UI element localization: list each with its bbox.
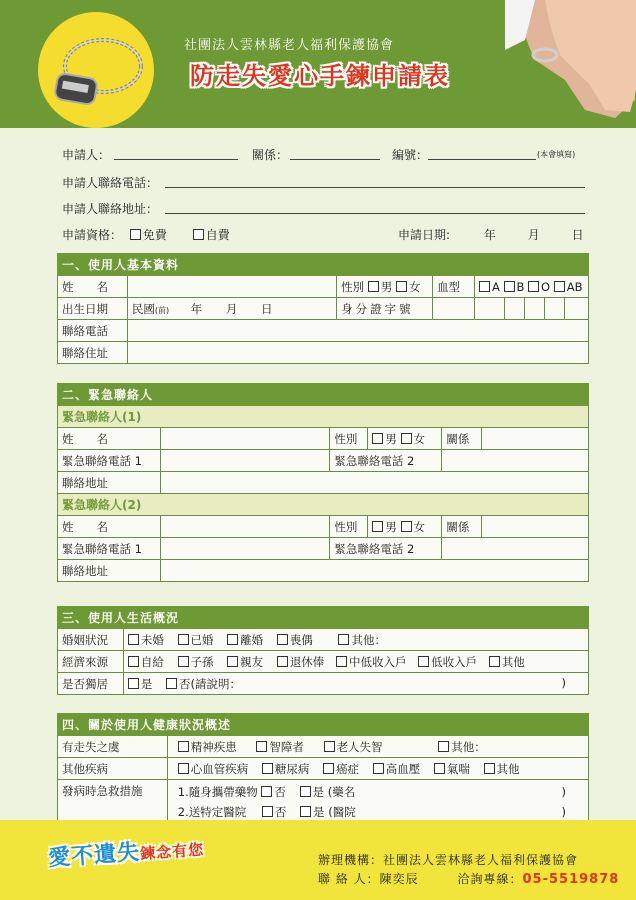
blood-b-checkbox[interactable] bbox=[504, 281, 515, 292]
medication-yes-checkbox[interactable] bbox=[300, 786, 311, 797]
income-checkbox[interactable] bbox=[418, 656, 429, 667]
marital-option: 喪偶 bbox=[289, 632, 313, 647]
income-checkbox[interactable] bbox=[489, 656, 500, 667]
id-digit[interactable] bbox=[544, 298, 564, 320]
medication-yes-label: 是 (藥名 bbox=[312, 784, 356, 799]
contact1-gender-label: 性別 bbox=[330, 428, 368, 450]
section2-title: 二、緊急聯絡人 bbox=[58, 384, 589, 406]
contact2-phone1-label: 緊急聯絡電話 1 bbox=[58, 538, 161, 560]
disease-checkbox[interactable] bbox=[373, 763, 384, 774]
applicant-label: 申請人： bbox=[62, 148, 111, 162]
organizer-label: 辦理機構： bbox=[318, 853, 384, 867]
income-option: 自給 bbox=[140, 654, 164, 669]
application-date-label: 申請日期: bbox=[398, 228, 451, 242]
free-option-label: 免費 bbox=[142, 228, 167, 242]
marital-checkbox[interactable] bbox=[178, 634, 189, 645]
wander-option: 智障者 bbox=[269, 739, 304, 754]
birth-year: 年 bbox=[190, 301, 203, 316]
date-year: 年 bbox=[483, 228, 496, 242]
blood-a-checkbox[interactable] bbox=[479, 281, 490, 292]
close-paren: ) bbox=[561, 804, 566, 819]
roc-label: 民國 bbox=[131, 301, 155, 316]
contact1-male-label: 男 bbox=[385, 431, 397, 446]
income-checkbox[interactable] bbox=[227, 656, 238, 667]
paid-option-label: 自費 bbox=[205, 228, 230, 242]
section1-table bbox=[57, 253, 589, 364]
blood-b-label: B bbox=[516, 279, 525, 294]
blood-o-checkbox[interactable] bbox=[528, 281, 539, 292]
hospital-yes-checkbox[interactable] bbox=[300, 806, 311, 817]
wander-checkbox[interactable] bbox=[324, 741, 335, 752]
wander-checkbox[interactable] bbox=[438, 741, 449, 752]
wander-checkbox[interactable] bbox=[256, 741, 267, 752]
id-digit[interactable] bbox=[474, 298, 504, 320]
date-month: 月 bbox=[527, 228, 540, 242]
id-digit[interactable] bbox=[433, 298, 475, 320]
birth-label: 出生日期 bbox=[58, 298, 128, 320]
blood-o-label: O bbox=[541, 279, 551, 294]
organizer-name: 社團法人雲林縣老人福利保護協會 bbox=[383, 853, 579, 867]
qualification-row bbox=[62, 226, 230, 243]
section3-title: 三、使用人生活概況 bbox=[58, 607, 589, 629]
section4-title: 四、關於使用人健康狀況概述 bbox=[58, 714, 589, 736]
contact1-phone1-label: 緊急聯絡電話 1 bbox=[58, 450, 161, 472]
income-checkbox[interactable] bbox=[128, 656, 139, 667]
wander-option: 其他： bbox=[451, 739, 486, 754]
medication-no-label: 否 bbox=[274, 784, 286, 799]
disease-label: 其他疾病 bbox=[58, 758, 168, 780]
contact1-title: 緊急聯絡人(1) bbox=[58, 406, 589, 428]
paid-checkbox[interactable] bbox=[193, 229, 204, 240]
relation-input[interactable] bbox=[290, 159, 380, 160]
disease-checkbox[interactable] bbox=[262, 763, 273, 774]
application-date-row bbox=[398, 226, 584, 243]
blood-label: 血型 bbox=[433, 276, 475, 298]
id-number-label: 身分證字號 bbox=[337, 298, 433, 320]
emergency-item2: 2.送特定醫院 bbox=[177, 804, 247, 819]
contact-label: 聯 絡 人： bbox=[318, 872, 380, 886]
contact2-phone2-input[interactable] bbox=[442, 538, 589, 560]
contact2-address-label: 聯絡地址 bbox=[58, 560, 161, 582]
hotline-number[interactable]: 05-5519878 bbox=[522, 872, 620, 887]
marital-checkbox[interactable] bbox=[338, 634, 349, 645]
income-checkbox[interactable] bbox=[178, 656, 189, 667]
disease-option: 氣喘 bbox=[446, 761, 470, 776]
applicant-address-input[interactable] bbox=[165, 213, 585, 214]
living-yes-label: 是 bbox=[140, 676, 153, 691]
hospital-no-label: 否 bbox=[274, 804, 287, 819]
contact1-phone1-input[interactable] bbox=[160, 450, 329, 472]
id-digit[interactable] bbox=[504, 298, 524, 320]
applicant-phone-input[interactable] bbox=[165, 187, 585, 188]
emergency-label: 發病時急救措施 bbox=[58, 780, 168, 824]
disease-option: 心血管疾病 bbox=[190, 761, 249, 776]
income-checkbox[interactable] bbox=[277, 656, 288, 667]
applicant-input[interactable] bbox=[114, 159, 238, 160]
female-checkbox[interactable] bbox=[396, 281, 407, 292]
id-digit[interactable] bbox=[524, 298, 544, 320]
income-option: 中低收入戶 bbox=[348, 654, 407, 669]
disease-checkbox[interactable] bbox=[323, 763, 334, 774]
contact1-name-input[interactable] bbox=[160, 428, 329, 450]
emergency-row-1 bbox=[178, 782, 584, 802]
qualification-label: 申請資格： bbox=[62, 228, 123, 242]
roc-note: (前) bbox=[154, 305, 170, 315]
disease-checkbox[interactable] bbox=[434, 763, 445, 774]
emergency-item1: 1.隨身攜帶藥物 bbox=[177, 784, 258, 799]
marital-option: 已婚 bbox=[190, 632, 214, 647]
income-options bbox=[123, 651, 588, 673]
living-label: 是否獨居 bbox=[58, 673, 124, 695]
contact1-address-label: 聯絡地址 bbox=[58, 472, 161, 494]
birth-day: 日 bbox=[261, 301, 273, 316]
applicant-address-label: 申請人聯絡地址： bbox=[62, 202, 159, 216]
contact2-name-label: 姓 名 bbox=[58, 516, 161, 538]
disease-checkbox[interactable] bbox=[178, 763, 189, 774]
free-checkbox[interactable] bbox=[130, 229, 141, 240]
slogan-part2: 鍊念有您 bbox=[139, 840, 205, 863]
contact2-gender-label: 性別 bbox=[330, 516, 368, 538]
relation-label: 關係： bbox=[252, 148, 289, 162]
marital-options bbox=[123, 629, 588, 651]
contact1-address-input[interactable] bbox=[160, 472, 588, 494]
user-address-label: 聯絡住址 bbox=[58, 342, 128, 364]
marital-checkbox[interactable] bbox=[227, 634, 238, 645]
marital-option: 離婚 bbox=[240, 632, 264, 647]
contact2-relation-input[interactable] bbox=[482, 516, 589, 538]
emergency-row-2 bbox=[178, 802, 584, 822]
user-gender-cell bbox=[337, 276, 433, 298]
contact1-phone2-label: 緊急聯絡電話 2 bbox=[330, 450, 442, 472]
disease-option: 高血壓 bbox=[385, 761, 421, 776]
section4-table bbox=[57, 713, 589, 824]
marital-option: 未婚 bbox=[140, 632, 164, 647]
number-label: 編號： bbox=[392, 148, 429, 162]
user-address-input[interactable] bbox=[127, 342, 588, 364]
income-option: 親友 bbox=[240, 654, 264, 669]
contact2-title: 緊急聯絡人(2) bbox=[58, 494, 589, 516]
number-input[interactable] bbox=[428, 159, 536, 160]
hotline-label: 洽詢專線： bbox=[457, 872, 523, 886]
medication-no-checkbox[interactable] bbox=[261, 786, 272, 797]
contact2-phone2-label: 緊急聯絡電話 2 bbox=[330, 538, 442, 560]
contact2-gender-options bbox=[368, 516, 442, 538]
income-option: 退休俸 bbox=[289, 654, 325, 669]
user-phone-input[interactable] bbox=[127, 320, 588, 342]
blood-ab-label: AB bbox=[566, 279, 583, 294]
slogan-part1: 愛不遺失 bbox=[47, 840, 141, 872]
wander-checkbox[interactable] bbox=[178, 741, 189, 752]
contact2-name-input[interactable] bbox=[160, 516, 329, 538]
disease-option: 癌症 bbox=[336, 761, 360, 776]
date-day: 日 bbox=[571, 228, 584, 242]
hospital-no-checkbox[interactable] bbox=[262, 806, 273, 817]
income-label: 經濟來源 bbox=[58, 651, 124, 673]
contact-line bbox=[318, 870, 619, 887]
contact1-relation-input[interactable] bbox=[482, 428, 589, 450]
living-yes-checkbox[interactable] bbox=[128, 678, 139, 689]
male-checkbox[interactable] bbox=[368, 281, 379, 292]
blood-a-label: A bbox=[491, 279, 500, 294]
living-no-checkbox[interactable] bbox=[166, 678, 177, 689]
disease-option: 糖尿病 bbox=[274, 761, 310, 776]
disease-option: 其他 bbox=[496, 761, 520, 776]
contact2-female-checkbox[interactable] bbox=[401, 521, 412, 532]
org-name-header: 社團法人雲林縣老人福利保護協會 bbox=[184, 38, 395, 53]
blood-options bbox=[474, 276, 588, 298]
contact-person: 陳奕辰 bbox=[379, 872, 419, 886]
marital-option: 其他： bbox=[351, 632, 386, 647]
organizer-line bbox=[318, 851, 578, 868]
close-paren: ) bbox=[561, 784, 566, 799]
section3-table bbox=[57, 606, 589, 695]
marital-checkbox[interactable] bbox=[128, 634, 139, 645]
male-label: 男 bbox=[380, 279, 393, 294]
hospital-yes-label: 是 (醫院 bbox=[313, 804, 356, 819]
marital-checkbox[interactable] bbox=[277, 634, 288, 645]
marital-label: 婚姻狀況 bbox=[58, 629, 124, 651]
close-paren: ) bbox=[561, 675, 566, 690]
birth-input[interactable] bbox=[127, 298, 336, 320]
contact2-address-input[interactable] bbox=[160, 560, 588, 582]
female-label: 女 bbox=[408, 279, 421, 294]
section1-title: 一、使用人基本資料 bbox=[58, 254, 589, 276]
birth-month: 月 bbox=[225, 301, 238, 316]
contact1-female-checkbox[interactable] bbox=[401, 433, 412, 444]
user-name-input[interactable] bbox=[127, 276, 336, 298]
applicant-phone-label: 申請人聯絡電話： bbox=[62, 176, 159, 190]
header-banner bbox=[0, 0, 636, 128]
wander-option: 精神疾患 bbox=[190, 739, 237, 754]
living-options bbox=[123, 673, 588, 695]
income-checkbox[interactable] bbox=[336, 656, 347, 667]
contact1-male-checkbox[interactable] bbox=[372, 433, 383, 444]
contact2-phone1-input[interactable] bbox=[160, 538, 329, 560]
emergency-options bbox=[167, 780, 588, 824]
wander-label: 有走失之虞 bbox=[58, 736, 168, 758]
contact2-relation-label: 關係 bbox=[442, 516, 482, 538]
contact1-phone2-input[interactable] bbox=[442, 450, 589, 472]
form-title: 防走失愛心手鍊申請表 bbox=[190, 62, 450, 90]
contact2-female-label: 女 bbox=[413, 519, 426, 534]
wander-options bbox=[167, 736, 588, 758]
disease-options bbox=[167, 758, 588, 780]
number-note: (本會填寫) bbox=[537, 150, 576, 159]
income-option: 其他 bbox=[501, 654, 525, 669]
income-option: 子孫 bbox=[190, 654, 214, 669]
bracelet-icon bbox=[48, 28, 148, 118]
contact1-relation-label: 關係 bbox=[442, 428, 482, 450]
contact1-female-label: 女 bbox=[413, 431, 426, 446]
contact1-gender-options bbox=[368, 428, 442, 450]
blood-ab-checkbox[interactable] bbox=[554, 281, 565, 292]
disease-checkbox[interactable] bbox=[484, 763, 495, 774]
contact2-male-label: 男 bbox=[385, 519, 397, 534]
contact1-name-label: 姓 名 bbox=[58, 428, 161, 450]
holding-hands-icon bbox=[505, 0, 636, 128]
contact2-male-checkbox[interactable] bbox=[372, 521, 383, 532]
section2-table bbox=[57, 383, 589, 582]
id-digit[interactable] bbox=[564, 298, 588, 320]
user-name-label: 姓 名 bbox=[58, 276, 128, 298]
gender-label: 性別 bbox=[341, 279, 365, 294]
user-phone-label: 聯絡電話 bbox=[58, 320, 128, 342]
income-option: 低收入戶 bbox=[431, 654, 478, 669]
living-no-label: 否(請說明： bbox=[179, 676, 241, 691]
wander-option: 老人失智 bbox=[336, 739, 383, 754]
